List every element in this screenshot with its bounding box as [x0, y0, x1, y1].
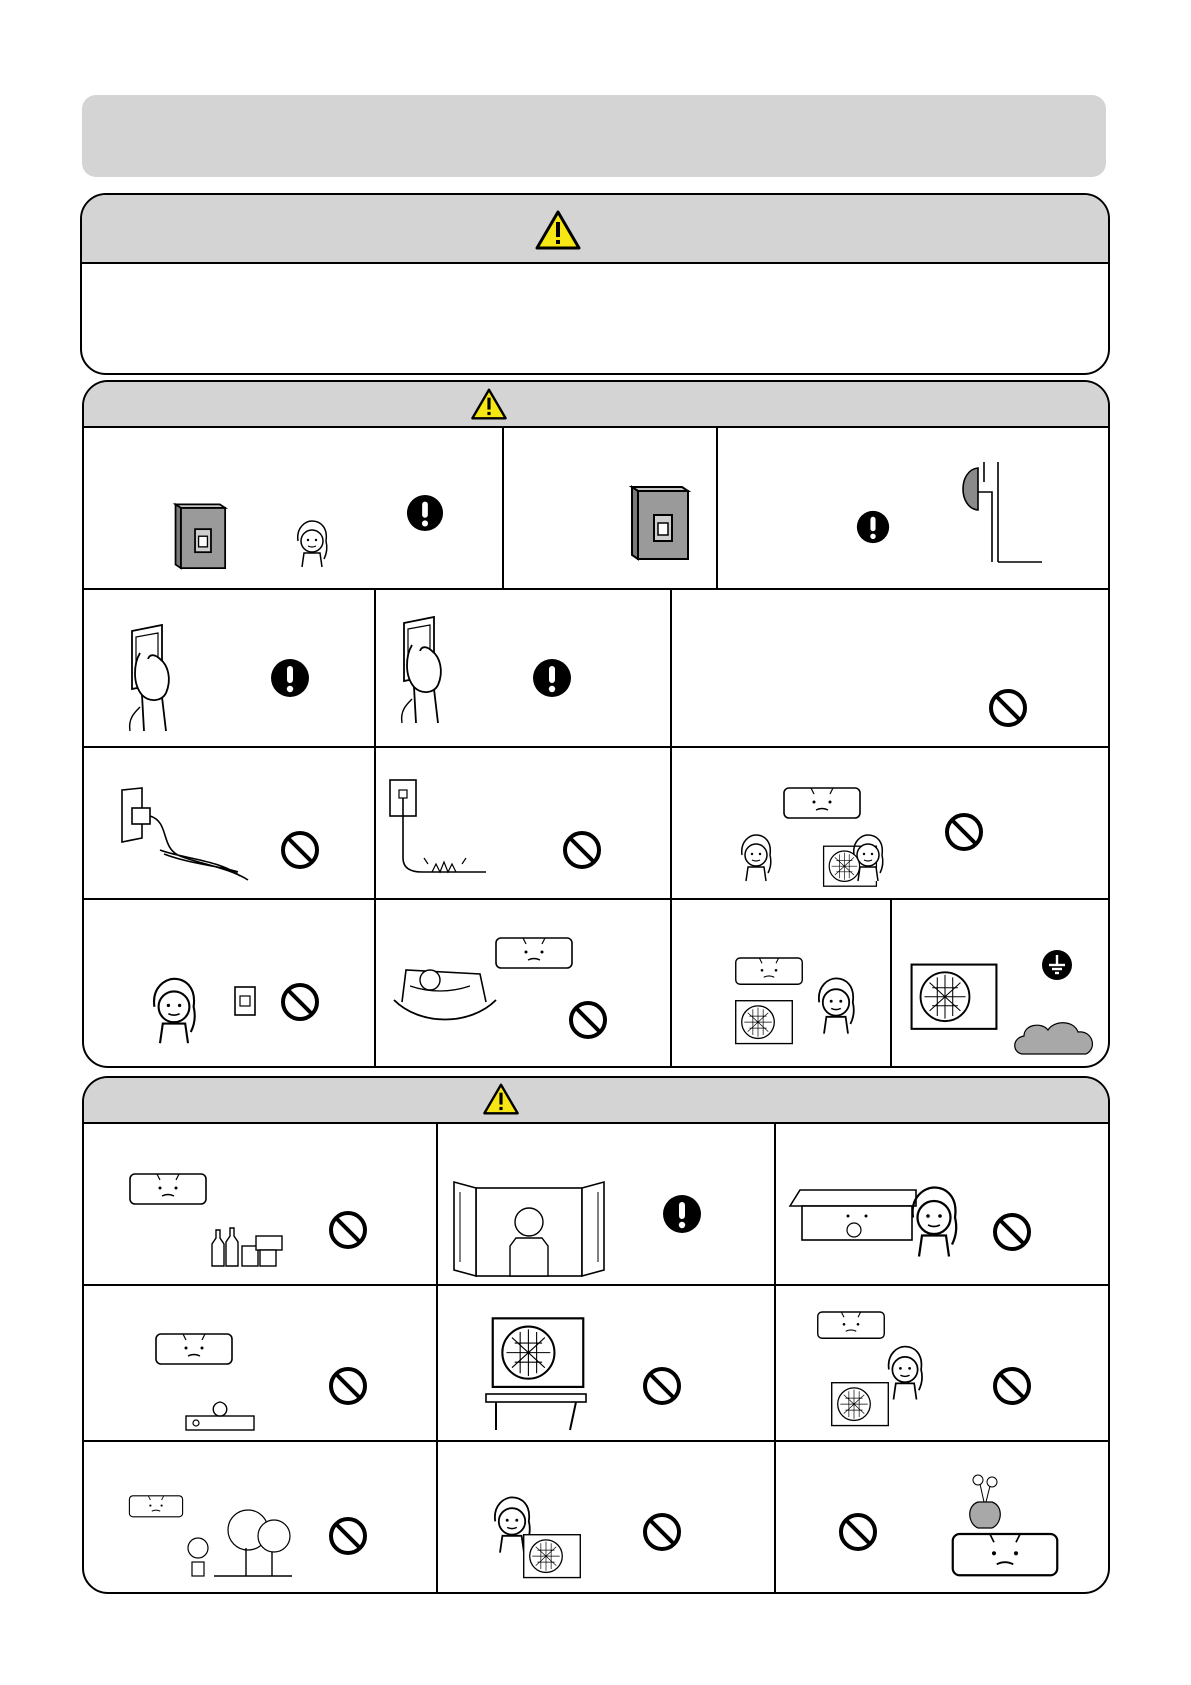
outdoor-unit-grounding-illustration: [906, 962, 1002, 1034]
warning-cell-pull-plug: [84, 900, 374, 1066]
baby-in-cradle-illustration: [390, 950, 500, 1026]
girl-pulling-plug-illustration: [146, 966, 202, 1056]
prohibited-icon: [992, 1366, 1032, 1406]
circuit-breaker-illustration: [628, 466, 698, 584]
prohibited-icon: [568, 1000, 608, 1040]
child-illustration: [736, 828, 776, 888]
outdoor-unit-illustration: [734, 998, 794, 1048]
hand-holding-plug-illustration: [394, 608, 454, 732]
prohibited-icon: [642, 1512, 682, 1552]
food-and-bottles-illustration: [208, 1226, 286, 1268]
indoor-unit-illustration: [128, 1494, 184, 1520]
mandatory-icon: [856, 510, 890, 544]
indoor-unit-illustration: [494, 936, 574, 972]
caution-cell-climbing-child: [438, 1442, 774, 1592]
outdoor-unit-on-broken-stand-illustration: [484, 1314, 592, 1432]
caution-panel-header: [84, 1078, 1108, 1124]
caution-cell-touch-louver: [776, 1122, 1108, 1284]
mandatory-icon: [662, 1194, 702, 1234]
warning-cell-plug-hand-2: [376, 590, 670, 746]
warning-triangle-icon: [534, 209, 582, 251]
caution-cell-vase: [776, 1442, 1108, 1592]
warning-triangle-icon: [482, 1082, 520, 1116]
indoor-unit-illustration: [816, 1310, 886, 1342]
page-title-bar: [82, 95, 1106, 177]
girl-illustration: [904, 1174, 964, 1270]
circuit-breaker-illustration: [172, 498, 234, 578]
warning-cell-circuit-breaker-phone: [84, 426, 502, 588]
plug-with-coiled-cord-illustration: [120, 788, 250, 886]
warning-cell-outdoor-unit-person: [672, 900, 890, 1066]
prohibited-icon: [562, 830, 602, 870]
warning-cell-baby-cradle: [376, 900, 670, 1066]
prohibited-icon: [328, 1210, 368, 1250]
notice-panel-header: [82, 195, 1108, 264]
wall-socket-illustration: [234, 986, 256, 1016]
plants-illustration: [184, 1508, 294, 1578]
caution-cell-plants-animals: [84, 1442, 436, 1592]
indoor-unit-illustration: [734, 956, 804, 988]
damaged-power-cord-illustration: [388, 778, 488, 884]
outdoor-unit-illustration: [522, 1532, 582, 1582]
warning-cell-children-sticks: [672, 748, 1108, 898]
vase-on-indoor-unit-illustration: [948, 1472, 1060, 1586]
caution-panel: [82, 1076, 1110, 1594]
hand-holding-plug-illustration: [122, 616, 182, 740]
indoor-unit-illustration: [788, 1186, 918, 1242]
prohibited-icon: [944, 812, 984, 852]
prohibited-icon: [328, 1516, 368, 1556]
caution-cell-open-window: [438, 1122, 774, 1284]
caution-cell-spray: [776, 1286, 1108, 1440]
indoor-unit-illustration: [154, 1330, 234, 1370]
caution-cell-broken-stand: [438, 1286, 774, 1440]
caution-cell-stove: [84, 1286, 436, 1440]
warning-triangle-icon: [470, 387, 508, 421]
wall-socket-cable-illustration: [958, 462, 1048, 566]
warning-cell-plug-hand-1: [84, 590, 374, 746]
prohibited-icon: [838, 1512, 878, 1552]
mandatory-icon: [532, 658, 572, 698]
girl-on-phone-illustration: [292, 504, 332, 584]
prohibited-icon: [988, 688, 1028, 728]
prohibited-icon: [280, 982, 320, 1022]
prohibited-icon: [280, 830, 320, 870]
indoor-unit-illustration: [128, 1172, 208, 1208]
warning-cell-coiled-cord: [84, 748, 374, 898]
stove-illustration: [184, 1398, 256, 1432]
notice-panel: [80, 193, 1110, 375]
caution-cell-food-bottles: [84, 1122, 436, 1284]
person-illustration: [812, 958, 860, 1054]
girl-at-open-window-illustration: [450, 1182, 608, 1278]
mandatory-icon: [406, 494, 444, 532]
ground-icon: [1042, 950, 1072, 980]
indoor-unit-illustration: [782, 786, 862, 822]
child-illustration: [848, 828, 888, 888]
warning-cell-damaged-cord: [376, 748, 670, 898]
cloud-shape: [1012, 1018, 1096, 1058]
warning-panel: [82, 380, 1110, 1068]
girl-illustration: [882, 1330, 928, 1416]
warning-cell-text-only: [672, 590, 1108, 746]
warning-panel-header: [84, 382, 1108, 428]
mandatory-icon: [270, 658, 310, 698]
warning-cell-circuit-breaker: [504, 426, 716, 588]
prohibited-icon: [992, 1212, 1032, 1252]
prohibited-icon: [328, 1366, 368, 1406]
warning-cell-wall-cable: [718, 426, 1108, 588]
prohibited-icon: [642, 1366, 682, 1406]
warning-cell-grounding: [892, 900, 1108, 1066]
outdoor-unit-illustration: [830, 1380, 890, 1430]
